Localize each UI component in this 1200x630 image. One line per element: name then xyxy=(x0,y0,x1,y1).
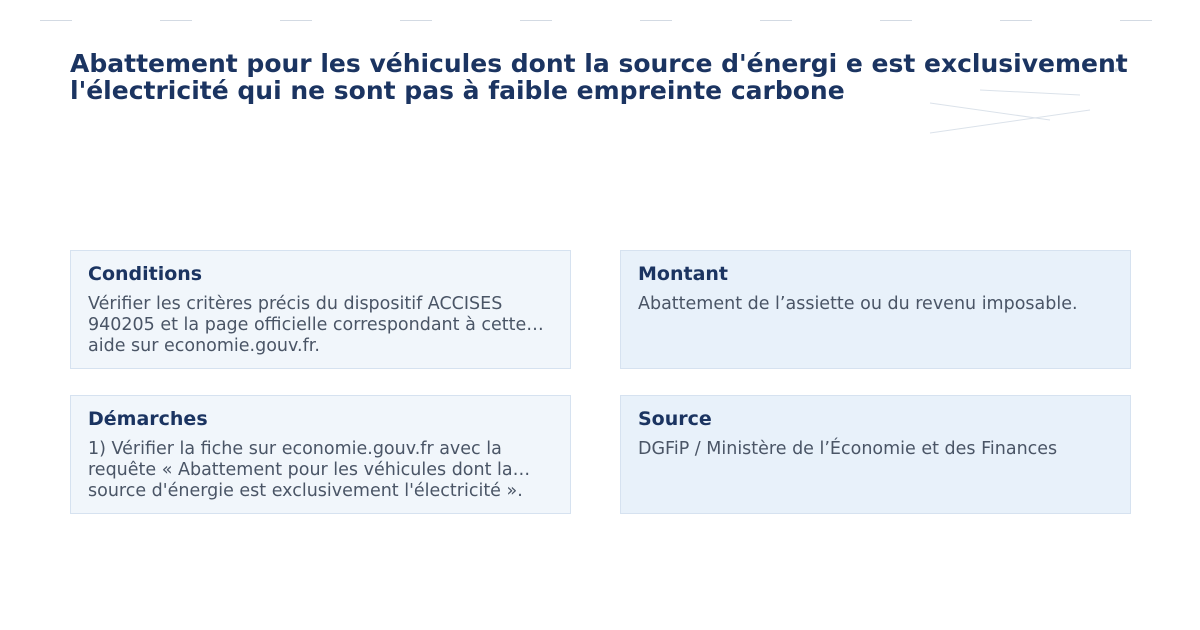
top-dashed-rule xyxy=(40,20,1160,22)
card-montant xyxy=(620,250,1131,369)
card-body: DGFiP / Ministère de l’Économie et des Finances xyxy=(638,439,1058,459)
card-body: Abattement de l’assiette ou du revenu imposable. xyxy=(638,294,1078,314)
card-heading: Démarches xyxy=(88,408,208,430)
card-heading: Conditions xyxy=(88,263,203,285)
card-demarches xyxy=(70,395,571,514)
card-source xyxy=(620,395,1131,514)
card-conditions xyxy=(70,250,571,369)
card-heading: Montant xyxy=(638,263,728,285)
card-body: 1) Vérifier la fiche sur economie.gouv.fr avec la requête « Abattement pour les véhicules dont la source d'énergie est exclusivement l'électricité ». xyxy=(88,439,523,501)
page-title: Abattement pour les véhicules dont la source d'énergi e est exclusivement l'électricité qui ne sont pas à faible empreinte carbone xyxy=(70,49,1128,105)
card-heading: Source xyxy=(638,408,712,430)
card-body: Vérifier les critères précis du dispositif ACCISES 940205 et la page officielle correspondant à cette aide sur economie.gouv.fr. xyxy=(88,294,527,356)
